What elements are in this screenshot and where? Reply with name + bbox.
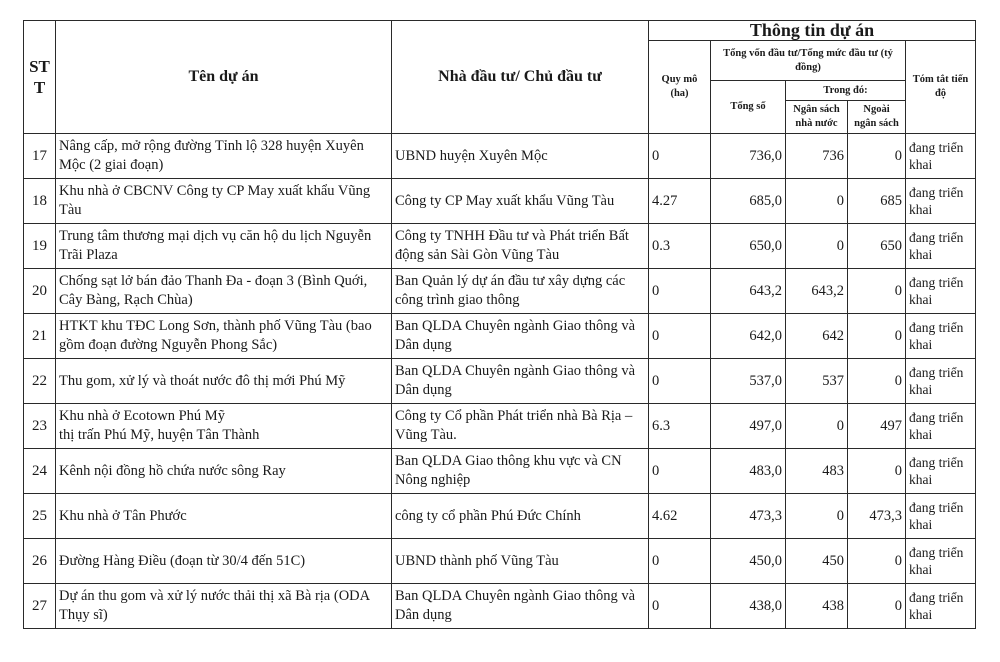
cell-stt: 26 (24, 539, 56, 584)
cell-total: 497,0 (711, 404, 786, 449)
cell-progress: đang triển khai (906, 224, 976, 269)
cell-investor: Công ty CP May xuất khẩu Vũng Tàu (392, 179, 649, 224)
cell-investor: công ty cổ phần Phú Đức Chính (392, 494, 649, 539)
cell-investor: UBND huyện Xuyên Mộc (392, 134, 649, 179)
header-total: Tổng số (711, 81, 786, 134)
cell-project-name: Khu nhà ở Tân Phước (56, 494, 392, 539)
cell-state-budget: 0 (786, 224, 848, 269)
cell-scale: 0 (649, 449, 711, 494)
cell-investor: Ban QLDA Giao thông khu vực và CN Nông nghiệp (392, 449, 649, 494)
header-non-budget: Ngoài ngân sách (848, 101, 906, 134)
cell-investor: Công ty Cổ phần Phát triển nhà Bà Rịa – Vũng Tàu. (392, 404, 649, 449)
header-project-name: Tên dự án (56, 21, 392, 134)
cell-project-name: Nâng cấp, mở rộng đường Tỉnh lộ 328 huyện Xuyên Mộc (2 giai đoạn) (56, 134, 392, 179)
cell-progress: đang triển khai (906, 494, 976, 539)
table-body (24, 134, 976, 629)
cell-stt: 27 (24, 584, 56, 629)
cell-progress: đang triển khai (906, 269, 976, 314)
cell-progress: đang triển khai (906, 359, 976, 404)
cell-total: 643,2 (711, 269, 786, 314)
cell-scale: 0 (649, 539, 711, 584)
header-capital-group: Tổng vốn đầu tư/Tổng mức đầu tư (tỷ đồng) (711, 41, 906, 81)
cell-project-name: Thu gom, xử lý và thoát nước đô thị mới Phú Mỹ (56, 359, 392, 404)
cell-stt: 19 (24, 224, 56, 269)
cell-scale: 0.3 (649, 224, 711, 269)
cell-total: 537,0 (711, 359, 786, 404)
cell-investor: Ban QLDA Chuyên ngành Giao thông và Dân dụng (392, 584, 649, 629)
cell-non-budget: 0 (848, 584, 906, 629)
table-row (24, 539, 976, 584)
cell-non-budget: 497 (848, 404, 906, 449)
cell-progress: đang triển khai (906, 584, 976, 629)
cell-state-budget: 643,2 (786, 269, 848, 314)
header-of-which: Trong đó: (786, 81, 906, 101)
header-progress: Tóm tắt tiến độ (906, 41, 976, 134)
cell-non-budget: 473,3 (848, 494, 906, 539)
cell-total: 483,0 (711, 449, 786, 494)
cell-state-budget: 0 (786, 179, 848, 224)
cell-state-budget: 0 (786, 494, 848, 539)
cell-project-name: Chống sạt lở bán đảo Thanh Đa - đoạn 3 (Bình Quới, Cây Bàng, Rạch Chùa) (56, 269, 392, 314)
cell-total: 650,0 (711, 224, 786, 269)
cell-progress: đang triển khai (906, 134, 976, 179)
table-row (24, 224, 976, 269)
table-row (24, 179, 976, 224)
cell-stt: 22 (24, 359, 56, 404)
table-row (24, 134, 976, 179)
cell-investor: Ban QLDA Chuyên ngành Giao thông và Dân dụng (392, 359, 649, 404)
cell-stt: 17 (24, 134, 56, 179)
cell-scale: 6.3 (649, 404, 711, 449)
header-group-title: Thông tin dự án (649, 21, 976, 41)
cell-investor: Ban Quản lý dự án đầu tư xây dựng các công trình giao thông (392, 269, 649, 314)
cell-non-budget: 0 (848, 134, 906, 179)
cell-non-budget: 0 (848, 449, 906, 494)
cell-total: 438,0 (711, 584, 786, 629)
cell-non-budget: 0 (848, 314, 906, 359)
cell-non-budget: 650 (848, 224, 906, 269)
cell-scale: 0 (649, 314, 711, 359)
cell-total: 642,0 (711, 314, 786, 359)
cell-project-name: Khu nhà ở Ecotown Phú Mỹ thị trấn Phú Mỹ, huyện Tân Thành (56, 404, 392, 449)
cell-investor: Ban QLDA Chuyên ngành Giao thông và Dân dụng (392, 314, 649, 359)
cell-non-budget: 0 (848, 269, 906, 314)
header-state-budget: Ngân sách nhà nước (786, 101, 848, 134)
cell-project-name: HTKT khu TĐC Long Sơn, thành phố Vũng Tàu (bao gồm đoạn đường Nguyễn Phong Sắc) (56, 314, 392, 359)
table-row (24, 584, 976, 629)
cell-state-budget: 450 (786, 539, 848, 584)
cell-investor: UBND thành phố Vũng Tàu (392, 539, 649, 584)
cell-progress: đang triển khai (906, 449, 976, 494)
cell-stt: 21 (24, 314, 56, 359)
cell-non-budget: 0 (848, 359, 906, 404)
cell-state-budget: 0 (786, 404, 848, 449)
table-row (24, 314, 976, 359)
cell-state-budget: 438 (786, 584, 848, 629)
cell-progress: đang triển khai (906, 539, 976, 584)
cell-total: 450,0 (711, 539, 786, 584)
cell-project-name: Kênh nội đồng hồ chứa nước sông Ray (56, 449, 392, 494)
cell-scale: 0 (649, 134, 711, 179)
cell-stt: 24 (24, 449, 56, 494)
cell-scale: 0 (649, 584, 711, 629)
header-stt: ST T (24, 21, 56, 134)
cell-progress: đang triển khai (906, 314, 976, 359)
cell-total: 736,0 (711, 134, 786, 179)
cell-project-name: Trung tâm thương mại dịch vụ căn hộ du lịch Nguyễn Trãi Plaza (56, 224, 392, 269)
table-row (24, 404, 976, 449)
table-row (24, 494, 976, 539)
cell-scale: 4.27 (649, 179, 711, 224)
cell-stt: 20 (24, 269, 56, 314)
cell-project-name: Khu nhà ở CBCNV Công ty CP May xuất khẩu Vũng Tàu (56, 179, 392, 224)
table-header (24, 21, 976, 134)
cell-stt: 25 (24, 494, 56, 539)
cell-state-budget: 537 (786, 359, 848, 404)
cell-non-budget: 0 (848, 539, 906, 584)
header-investor: Nhà đầu tư/ Chủ đầu tư (392, 21, 649, 134)
cell-project-name: Dự án thu gom và xử lý nước thải thị xã Bà rịa (ODA Thụy sĩ) (56, 584, 392, 629)
cell-total: 685,0 (711, 179, 786, 224)
cell-project-name: Đường Hàng Điều (đoạn từ 30/4 đến 51C) (56, 539, 392, 584)
cell-state-budget: 736 (786, 134, 848, 179)
table-row (24, 449, 976, 494)
cell-total: 473,3 (711, 494, 786, 539)
cell-non-budget: 685 (848, 179, 906, 224)
header-scale: Quy mô (ha) (649, 41, 711, 134)
table-row (24, 269, 976, 314)
cell-investor: Công ty TNHH Đầu tư và Phát triển Bất động sản Sài Gòn Vũng Tàu (392, 224, 649, 269)
cell-stt: 23 (24, 404, 56, 449)
cell-scale: 0 (649, 269, 711, 314)
table-row (24, 359, 976, 404)
cell-state-budget: 642 (786, 314, 848, 359)
project-table (23, 20, 976, 629)
cell-progress: đang triển khai (906, 179, 976, 224)
cell-state-budget: 483 (786, 449, 848, 494)
cell-stt: 18 (24, 179, 56, 224)
cell-scale: 4.62 (649, 494, 711, 539)
cell-progress: đang triển khai (906, 404, 976, 449)
cell-scale: 0 (649, 359, 711, 404)
